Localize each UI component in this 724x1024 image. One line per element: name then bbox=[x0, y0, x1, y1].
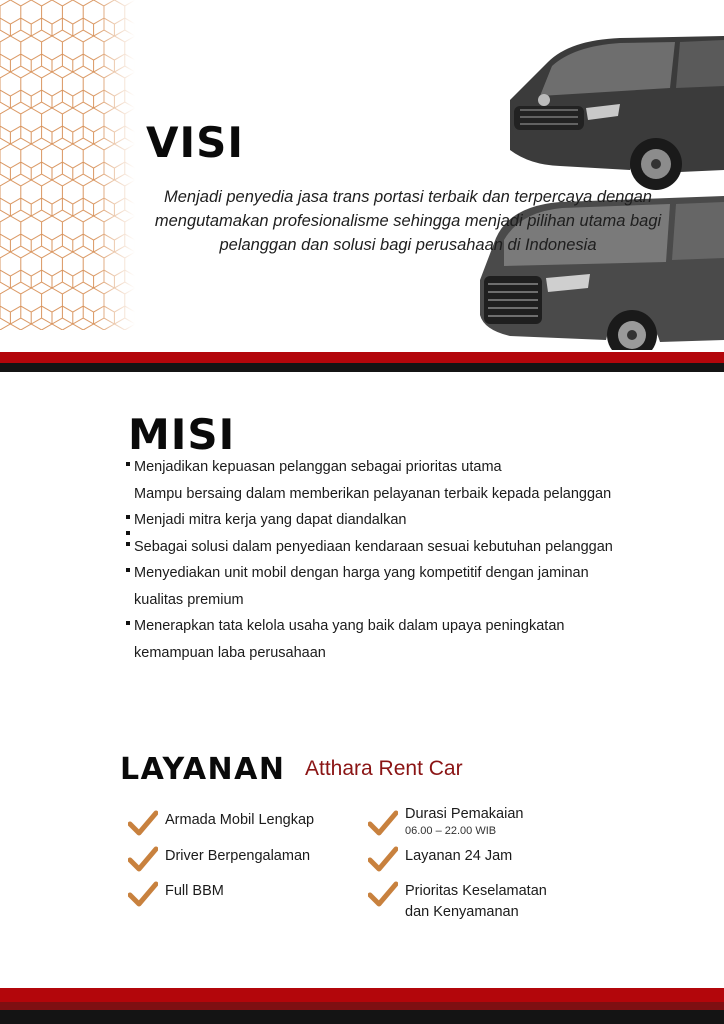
service-label: Layanan 24 Jam bbox=[405, 848, 513, 864]
service-label: Prioritas Keselamatan dan Kenyamanan bbox=[405, 883, 547, 920]
bottom-divider-band bbox=[0, 988, 724, 1024]
layanan-title: LAYANAN bbox=[120, 752, 286, 787]
check-icon bbox=[128, 810, 158, 836]
check-icon bbox=[128, 846, 158, 872]
service-hours: 06.00 – 22.00 WIB bbox=[405, 825, 497, 837]
misi-item: Menyediakan unit mobil dengan harga yang kompetitif dengan jaminan kualitas premium bbox=[126, 560, 626, 613]
check-icon bbox=[368, 881, 398, 907]
service-label-text: Durasi Pemakaian bbox=[405, 806, 524, 822]
misi-item: Menjadi mitra kerja yang dapat diandalkan bbox=[126, 507, 626, 534]
hexagon-pattern bbox=[0, 0, 135, 330]
layanan-subtitle: Atthara Rent Car bbox=[305, 757, 463, 780]
service-item bbox=[128, 810, 314, 836]
visi-text: Menjadi penyedia jasa trans portasi terbaik dan terpercaya dengan mengutamakan profesionalisme sehingga menjadi pilihan utama bagi pelanggan dan solusi bagi perusahaan di Indonesia bbox=[154, 188, 662, 254]
service-item bbox=[128, 846, 310, 872]
misi-item: Menjadikan kepuasan pelanggan sebagai prioritas utama bbox=[126, 454, 626, 481]
misi-title: MISI bbox=[128, 410, 236, 459]
service-item bbox=[368, 846, 512, 872]
suv-car-image bbox=[510, 36, 724, 190]
service-label: Full BBM bbox=[165, 883, 224, 899]
misi-item: Sebagai solusi dalam penyediaan kendaraan sesuai kebutuhan pelanggan bbox=[126, 534, 626, 561]
check-icon bbox=[368, 810, 398, 836]
misi-list bbox=[126, 454, 626, 666]
top-divider-band bbox=[0, 352, 724, 372]
service-label bbox=[405, 804, 523, 838]
service-label: Driver Berpengalaman bbox=[165, 848, 311, 864]
check-icon bbox=[368, 846, 398, 872]
visi-title: VISI bbox=[146, 118, 245, 167]
service-label: Armada Mobil Lengkap bbox=[165, 812, 315, 828]
check-icon bbox=[128, 881, 158, 907]
service-item bbox=[128, 881, 224, 907]
misi-item: Menerapkan tata kelola usaha yang baik dalam upaya peningkatan kemampuan laba perusahaan bbox=[126, 613, 626, 666]
service-item bbox=[368, 804, 523, 838]
service-item bbox=[368, 881, 575, 923]
misi-item: Mampu bersaing dalam memberikan pelayanan terbaik kepada pelanggan bbox=[126, 481, 626, 508]
